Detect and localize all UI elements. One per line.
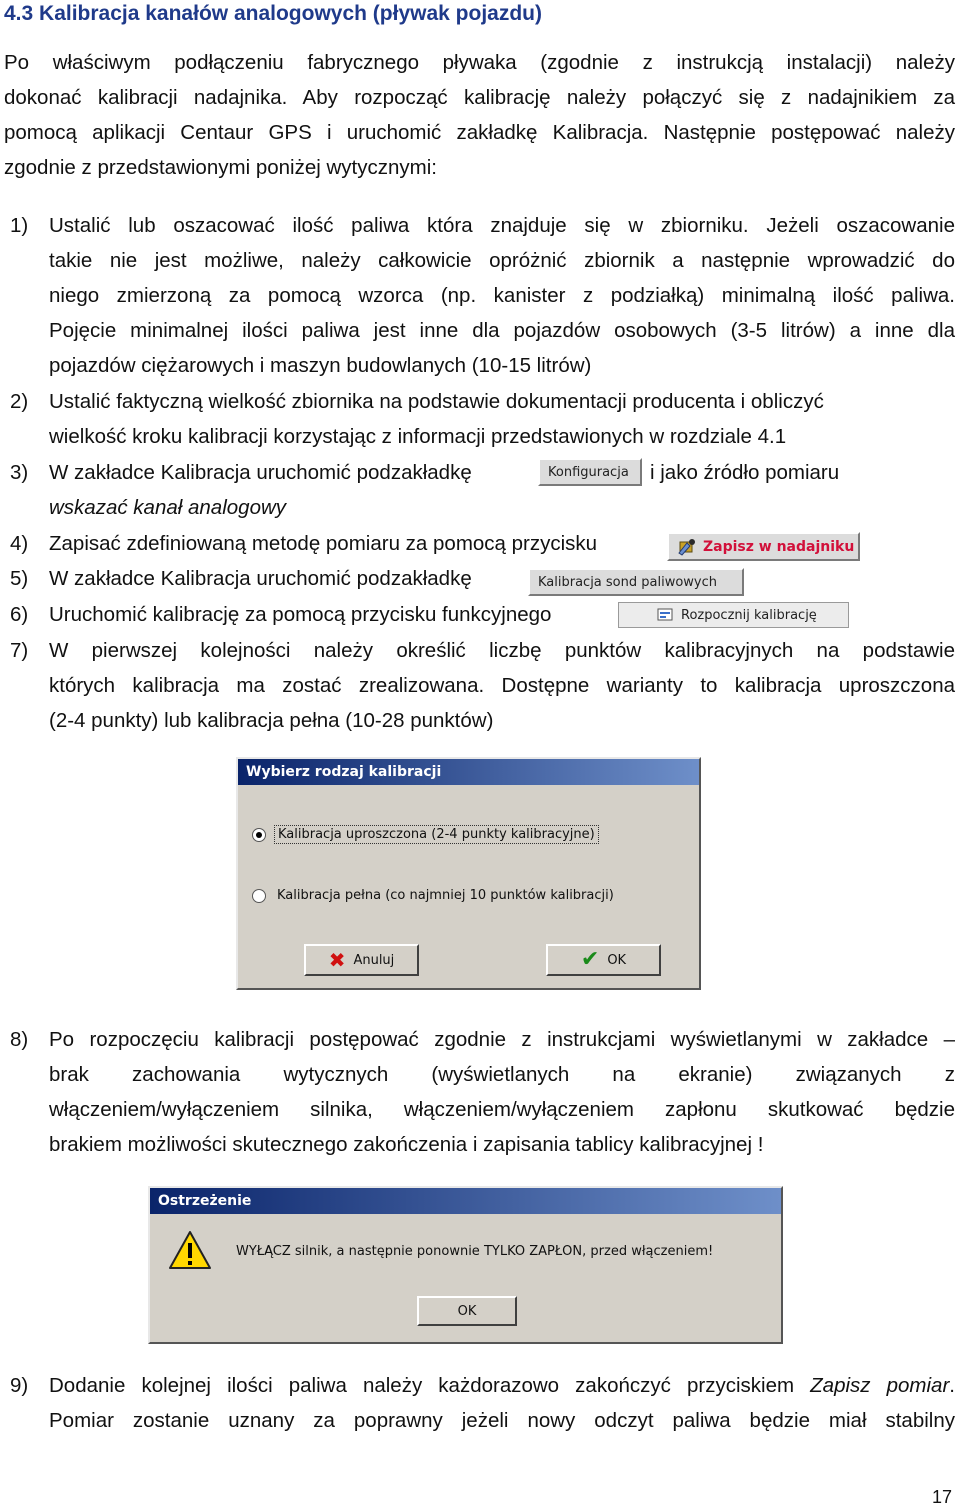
- dialog-titlebar: Wybierz rodzaj kalibracji: [238, 759, 699, 785]
- step-9-text-before: Dodanie kolejnej ilości paliwa należy każdorazowo zakończyć przyciskiem: [49, 1374, 811, 1397]
- step-9-period: .: [949, 1374, 955, 1397]
- warning-dialog: [148, 1186, 783, 1344]
- warning-ok-label: OK: [457, 1303, 477, 1319]
- intro-line: zgodnie z przedstawionymi poniżej wytycznymi:: [4, 156, 437, 179]
- simplified-calibration-label: Kalibracja uproszczona (2-4 punkty kalibracyjne): [274, 825, 599, 844]
- step-line: Pomiar zostanie uznany za poprawny jeżeli nowy odczyt paliwa będzie miał stabilny: [49, 1409, 955, 1432]
- step-line: włączeniem/wyłączeniem silnika, włączeniem/wyłączeniem zapłonu skutkować będzie: [49, 1098, 955, 1121]
- step-7-text: [49, 633, 955, 738]
- radio-unselected-icon[interactable]: [252, 889, 266, 903]
- calibration-icon: [657, 608, 675, 622]
- step-line: W pierwszej kolejności należy określić liczbę punktów kalibracyjnych na podstawie: [49, 639, 955, 662]
- step-line: których kalibracja ma zostać zrealizowana. Dostępne warianty to kalibracja uproszczona: [49, 674, 955, 697]
- full-calibration-label: Kalibracja pełna (co najmniej 10 punktów kalibracji): [277, 888, 614, 903]
- step-number: 6): [10, 603, 29, 626]
- step-line: Po rozpoczęciu kalibracji postępować zgodnie z instrukcjami wyświetlanymi w zakładce –: [49, 1028, 955, 1051]
- step-5-text: W zakładce Kalibracja uruchomić podzakładkę: [49, 567, 472, 590]
- step-9-text: [49, 1368, 955, 1438]
- save-in-transmitter-button[interactable]: [667, 532, 860, 561]
- fuel-probe-calibration-label: Kalibracja sond paliwowych: [538, 574, 717, 590]
- ok-button[interactable]: [546, 944, 661, 976]
- cancel-button[interactable]: [304, 944, 419, 976]
- intro-line: pomocą aplikacji Centaur GPS i uruchomić zakładkę Kalibracja. Następnie postępować należy: [4, 121, 955, 144]
- radio-selected-icon[interactable]: [252, 828, 266, 842]
- step-line: wielkość kroku kalibracji korzystając z informacji przedstawionych w rozdziale 4.1: [49, 425, 787, 448]
- warning-icon: [168, 1230, 212, 1270]
- step-1-text: [49, 208, 955, 383]
- step-number: 5): [10, 567, 29, 590]
- step-8-text: [49, 1022, 955, 1162]
- cancel-x-icon: ✖: [328, 948, 346, 972]
- analog-channel-emphasis: wskazać kanał analogowy: [49, 496, 287, 519]
- step-line: Pojęcie minimalnej ilości paliwa jest inne dla pojazdów osobowych (3-5 litrów) a inne dla: [49, 319, 955, 342]
- save-measurement-emphasis: Zapisz pomiar: [810, 1374, 950, 1397]
- full-calibration-option[interactable]: [252, 887, 617, 904]
- step-line: [49, 1368, 955, 1403]
- step-number: 7): [10, 639, 29, 662]
- section-heading: 4.3 Kalibracja kanałów analogowych (pływak pojazdu): [4, 2, 542, 25]
- step-3-line2: [49, 490, 955, 525]
- simplified-calibration-option[interactable]: [252, 825, 599, 844]
- konfiguracja-tab-button[interactable]: [538, 458, 642, 486]
- step-number: 1): [10, 214, 29, 237]
- start-calibration-button[interactable]: [618, 602, 849, 628]
- calibration-type-dialog: [236, 757, 701, 990]
- step-number: 8): [10, 1028, 29, 1051]
- step-3-text: W zakładce Kalibracja uruchomić podzakładkę: [49, 461, 472, 484]
- step-line: brakiem możliwości skutecznego zakończenia i zapisania tablicy kalibracyjnej !: [49, 1133, 764, 1156]
- step-line: takie nie jest możliwe, należy całkowicie opróżnić zbiornik a następnie wprowadzić do: [49, 249, 955, 272]
- intro-line: Po właściwym podłączeniu fabrycznego pływaka (zgodnie z instrukcją instalacji) należy: [4, 51, 955, 74]
- step-2-text: [49, 384, 955, 454]
- step-line: Ustalić faktyczną wielkość zbiornika na podstawie dokumentacji producenta i obliczyć: [49, 390, 824, 413]
- step-number: 2): [10, 390, 29, 413]
- warning-ok-button[interactable]: [417, 1296, 517, 1326]
- step-4-text: Zapisać zdefiniowaną metodę pomiaru za pomocą przycisku: [49, 532, 598, 555]
- step-line: niego zmierzoną za pomocą wzorca (np. kanister z podziałką) minimalną ilość paliwa.: [49, 284, 955, 307]
- ok-label: OK: [607, 952, 627, 968]
- fuel-probe-calibration-tab[interactable]: [528, 568, 744, 596]
- page-number: 17: [931, 1487, 952, 1507]
- intro-paragraph: [4, 45, 955, 185]
- step-number: 3): [10, 461, 29, 484]
- save-in-transmitter-label: Zapisz w nadajniku: [703, 538, 855, 555]
- cancel-label: Anuluj: [353, 952, 395, 968]
- save-tools-icon: [677, 538, 697, 556]
- step-line: brak zachowania wytycznych (wyświetlanych na ekranie) związanych z: [49, 1063, 955, 1086]
- step-3-text-after: i jako źródło pomiaru: [650, 461, 840, 484]
- warning-titlebar: Ostrzeżenie: [150, 1188, 781, 1214]
- step-line: Ustalić lub oszacować ilość paliwa która znajduje się w zbiorniku. Jeżeli oszacowanie: [49, 214, 955, 237]
- step-number: 4): [10, 532, 29, 555]
- step-number: 9): [10, 1374, 29, 1397]
- check-icon: ✔: [580, 947, 600, 972]
- intro-line: dokonać kalibracji nadajnika. Aby rozpocząć kalibrację należy połączyć się z nadajnikiem za: [4, 86, 955, 109]
- start-calibration-label: Rozpocznij kalibrację: [681, 607, 817, 623]
- konfiguracja-label: Konfiguracja: [548, 464, 629, 480]
- warning-message: WYŁĄCZ silnik, a następnie ponownie TYLKO ZAPŁON, przed włączeniem!: [236, 1244, 714, 1259]
- step-line: pojazdów ciężarowych i maszyn budowlanych (10-15 litrów): [49, 354, 592, 377]
- step-line: (2-4 punkty) lub kalibracja pełna (10-28 punktów): [49, 709, 494, 732]
- step-6-text: Uruchomić kalibrację za pomocą przycisku funkcyjnego: [49, 603, 552, 626]
